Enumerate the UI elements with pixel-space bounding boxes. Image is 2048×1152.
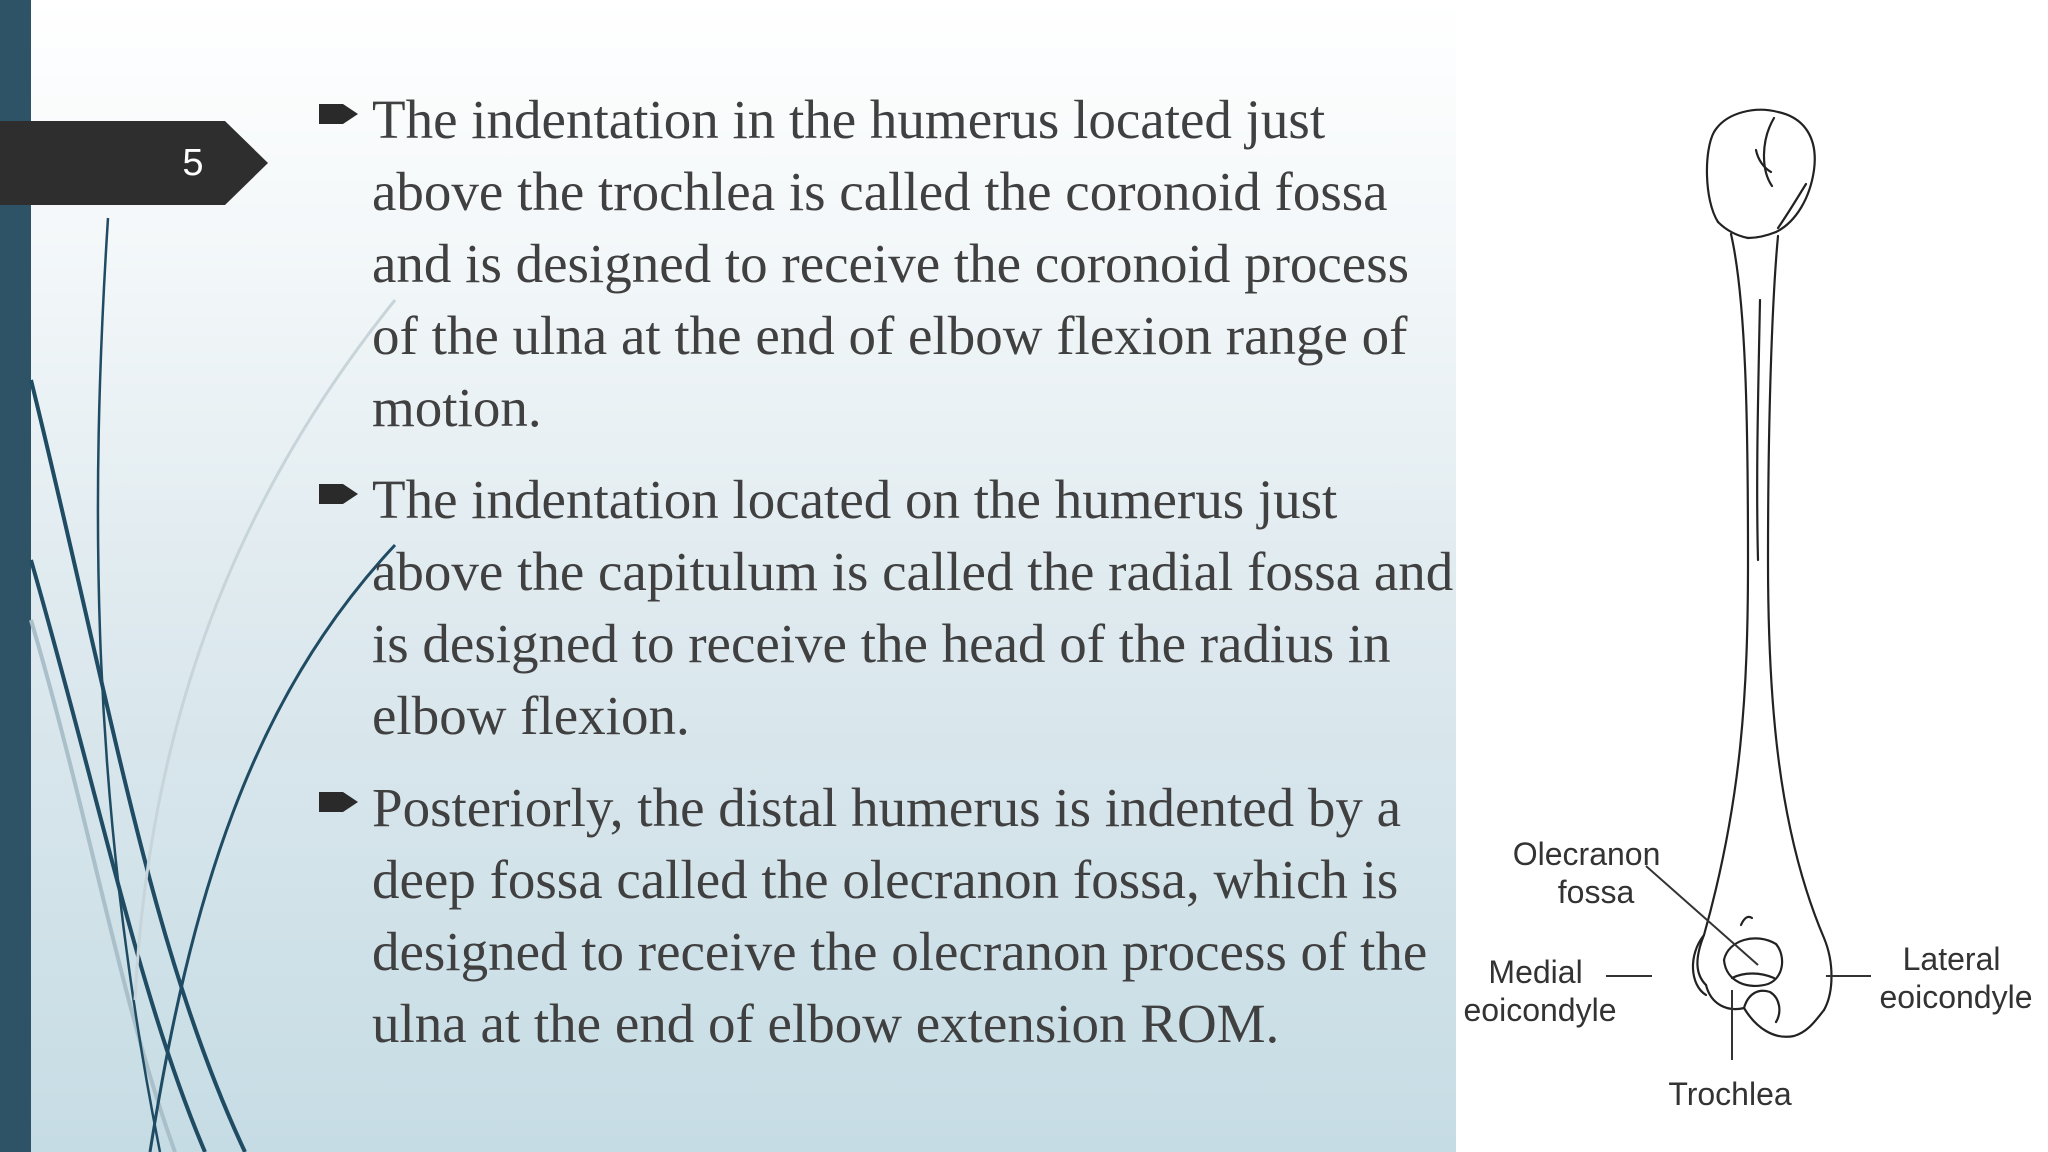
- bullet-text: The indentation located on the humerus just above the capitulum is called the radial fossa and is designed to receive the head of the radius in elbow flexion.: [372, 469, 1454, 746]
- bullet-text: Posteriorly, the distal humerus is indented by a deep fossa called the olecranon fossa, which is designed to receive the olecranon process of the ulna at the end of elbow extension ROM.: [372, 777, 1428, 1054]
- humerus-drawing: [1693, 110, 1832, 1037]
- slide-number: 5: [182, 141, 204, 184]
- arrow-bullet-icon: [316, 789, 360, 815]
- bullet-text: The indentation in the humerus located just above the trochlea is called the coronoid fossa and is designed to receive the coronoid process of the ulna at the end of elbow flexion range of motion.: [372, 89, 1410, 438]
- lateral-epicondyle-label: [1880, 941, 2033, 1015]
- medial-epicondyle-label: [1464, 954, 1617, 1028]
- lateral-label-line2: eoicondyle: [1879, 979, 2033, 1015]
- olecranon-label-line2: fossa: [1557, 874, 1635, 910]
- medial-label-line1: Medial: [1488, 954, 1583, 990]
- humerus-figure: [1456, 0, 2048, 1152]
- bullet-item: [316, 84, 1456, 444]
- medial-label-line2: eoicondyle: [1463, 992, 1617, 1028]
- bullet-item: [316, 464, 1456, 752]
- bullet-item: [316, 772, 1456, 1060]
- arrow-bullet-icon: [316, 101, 360, 127]
- arrow-bullet-icon: [316, 481, 360, 507]
- trochlea-label: Trochlea: [1668, 1076, 1792, 1112]
- olecranon-label-line1: Olecranon: [1512, 836, 1661, 872]
- bullet-list: [316, 84, 1456, 1080]
- olecranon-fossa-label: [1513, 836, 1670, 910]
- lateral-label-line1: Lateral: [1902, 941, 2001, 977]
